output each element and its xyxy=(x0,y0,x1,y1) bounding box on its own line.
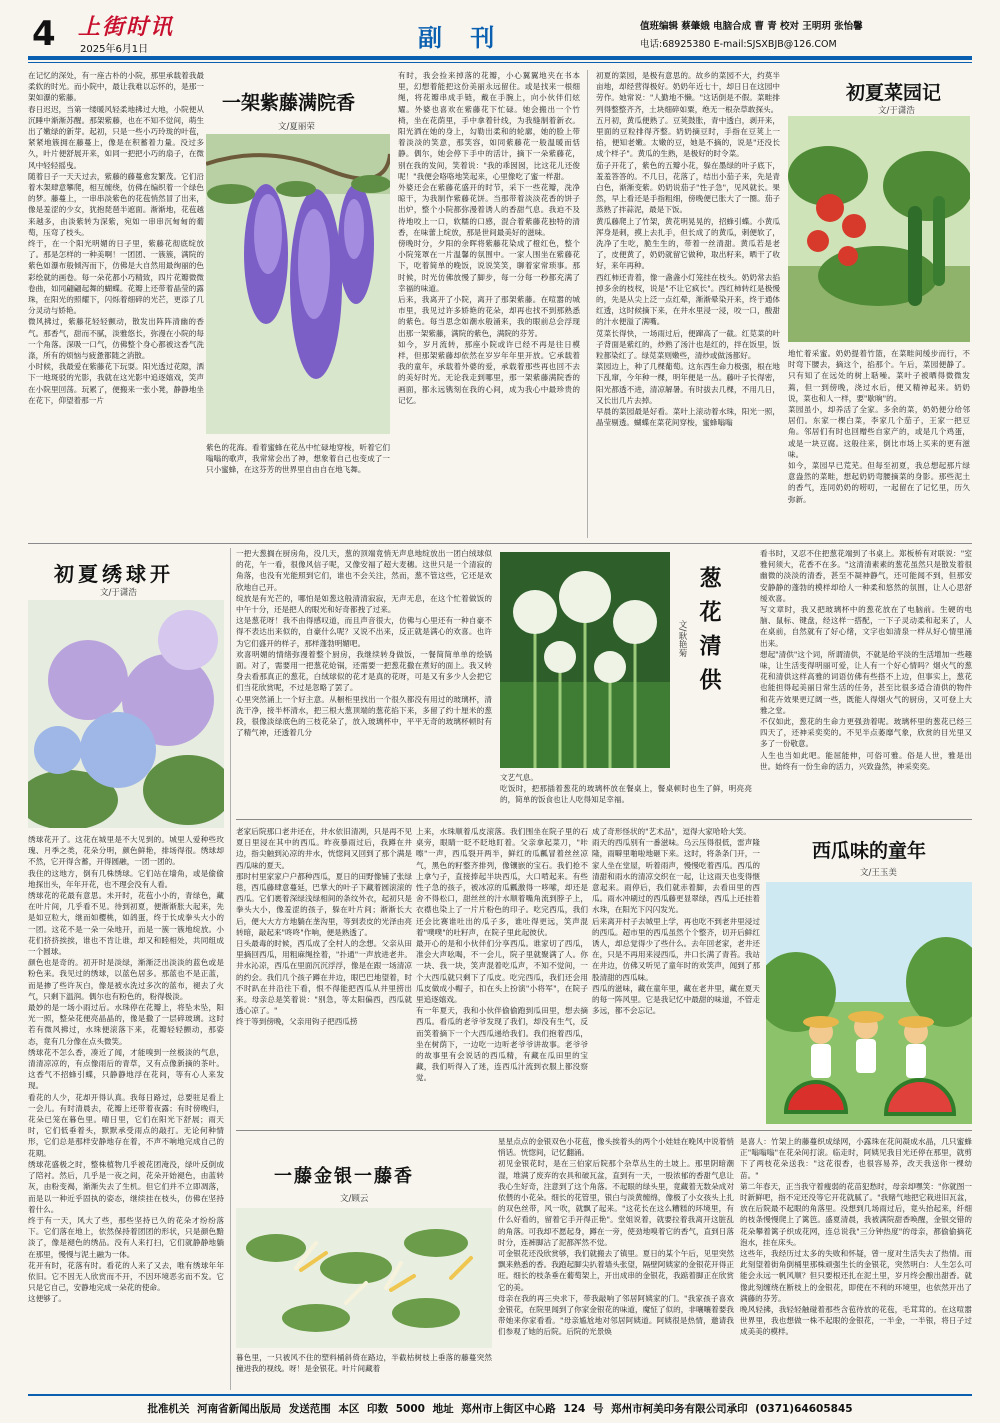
article-scallion-title: 葱花清供 xyxy=(696,566,722,702)
article-wisteria-col2: 有时，我会捡来掉落的花瓣，小心翼翼地夹在书本里，幻想着能把这份美丽永远留住。或是找来一根细绳，将花瓣串成手链，戴在手腕上，向小伙伴们炫耀。外婆也喜欢在紫藤花下忙碌。她会搬出一个竹椅，坐在花荫里，手中拿着针线，为我缝制着新衣。阳光洒在她的身上，勾勒出柔和的轮廓，她的脸上带着淡淡的笑意，那笑容，如同紫藤花一般温暖而恬静。偶尔，她会停下手中的活计，摘下一朵紫藤花，别在我的发间，笑着说："我的乖囡囡，比这花儿还俊呢！"我便会咯咯地笑起来，心里像吃了蜜一样甜。 外婆还会在紫藤花盛开的时节，采下一些花瓣，洗净晾干，为我制作紫藤花饼。当那带着淡淡花香的饼子出炉，整个小院都弥漫着诱人的香甜气息。我迫不及待地咬上一口，软糯的口感，混合着紫藤花独特的清香，在味蕾上绽放，那是世间最美好的滋味。 傍晚时分，夕阳的余晖将紫藤花染成了橙红色，整个小院笼罩在一片温馨的氛围中。一家人围坐在紫藤花下，吃着简单的晚饭，说说笑笑，聊着家常琐事。那时候，时光仿佛放慢了脚步，每一分每一秒都充满了幸福的味道。 后来，我离开了小院，离开了那架紫藤。在喧嚣的城市里，我见过许多娇艳的花朵，却再也找不到那熟悉的紫色。每当思念如潮水般涌来，我的眼前总会浮现出那一架紫藤，满院的紫色，满院的芬芳。 如今，岁月流转，那座小院或许已经不再是往日模样，但那架紫藤却依然在岁岁年年里开放。它承载着我的童年，承载着外婆的爱，承载着那些再也回不去的美好时光。无论我走到哪里，那一架紫藤满院香的画面，都永远镌刻在我的心间，成为我心中最珍贵的记忆。 xyxy=(398,71,580,405)
article-garden-byline: 文/于潇浩 xyxy=(878,106,915,116)
article-honeysuckle-col1: 星星点点的金银双色小花苞，像头挨着头的两个小娃娃在晚风中说着悄悄话。恍惚间，记忆翻涌。 初见金银花时，是在三伯家后院那个杂草丛生的土坡上。那里阴暗潮湿，堆满了废弃的农具和破瓦盆，直到有一天，一股浓郁的香甜气息让我心生好奇，注意到了这个角落。不起眼的绿头里，竟藏着无数朵成对依偎的小花朵。细长的花管里，银白与淡黄缠绵，像极了小女孩头上扎的双色丝带，风一吹，就飘了起来。"这花长在这么糟糕的环境里，有什么好看的，留着它手开得正艳"。堂姐说着，就要拉着我离开这脏乱的角落。可我却不愿起身，蹲在一旁，使劲地嗅着它的香气，直到日落时分，连裤脚沾了泥都浑然不觉。 可金银花还没欣赏够，我们就搬去了镇里。夏日的某个午后，见里突然飘来熟悉的香。我跑起脚尖扒着墙头张望，隔壁阿姨家的金银花开得正旺。细长的枝条垂在葡萄架上，开出成串的金银花，我踮着脚正在欣赏它的美。 母亲在我的再三央求下，带我敲响了邻居阿姨家的门。"我家孩子喜欢金银花，在院里闻到了你家金银花的味道，魔怔了似的，非嚷嚷着要我带她来你家看看。"母亲尴尬地对邻居阿姨道。阿姨很是热情，邀请我们参观了她的后院。后院的光景焕 xyxy=(498,1137,734,1337)
article-wisteria-title: 一架紫藤满院香 xyxy=(222,92,356,114)
article-watermelon-byline: 文/王玉美 xyxy=(860,868,897,878)
section-title: 副 刊 xyxy=(418,23,505,52)
column-divider xyxy=(587,70,588,538)
article-garden-title: 初夏菜园记 xyxy=(846,82,942,104)
article-hydrangea-body: 绣球花开了。这花在城里是不大见到的。城里人爱种些玫瑰、月季之类，花朵分明，颜色鲜艳，排场得很。绣球却不然，它开得含蓄，开得圆融，一团一团的。 我住的这地方，倒有几株绣球。它们站在墙角，或是偷偷地探出头，年年开花，也不理会没有人看。 绣球花的花最有意思。未开时，花苞小小的，青绿色，藏在叶片间，几乎看不见。待到初夏，便渐渐胀大起来，先是如豆粒大，继而如樱桃，如鸽蛋，终于长成拳头大小的一团。这花不是一朵一朵地开，而是一簇一簇地绽放。小花们挤挤挨挨，谁也不肯让谁，却又和睦相处，共同组成一个圆球。 颜色也是奇的。初开时是淡绿，渐渐泛出淡淡的蓝色或是粉色来。我见过的绣球，以蓝色居多。那蓝也不是正蓝，而是掺了些许灰白，像是被水洗过多次的蓝布，褪去了火气，只剩下温润。偶尔也有粉色的，粉得极淡。 最妙的是一场小雨过后。水珠停在花瓣上，将坠未坠，阳光一照，整朵花便亮晶晶的，像是撒了一层碎玻璃。这时若有微风拂过，水珠便滚落下来，花瓣轻轻颤动，那姿态，竟有几分像在点头微笑。 绣球花不怎么香，凑近了闻，才能嗅到一丝极淡的气息，清清凉凉的，有点像雨后的青草，又有点像新摘的茶叶。这香气不招蜂引蝶，只静静地浮在花间，等有心人来发现。 看花的人少，花却开得认真。我每日路过，总要驻足看上一会儿。有时清晨去，花瓣上还带着夜露；有时傍晚归，花朵已笼在暮色里。晴日里，它们在阳光下舒展；雨天时，它们低垂着头，默默承受雨点的敲打。无论何种情形，它们总是那样安静地存在着，不声不响地完成自己的花期。 绣球花盛极之时，整株植物几乎被花团淹没，绿叶反倒成了陪衬。然后，几乎是一夜之间，花朵开始褪色，由蓝转灰，由粉变褐，渐渐失去了生机。但它们并不立即凋落，而是以一种近乎固执的姿态，继续挂在枝头，仿佛在坚持着什么。 终于有一天，风大了些，那些坚持已久的花朵才纷纷落下。它们落在地上，依然保持着团团的形状，只是颜色黯淡了，像是褪色的绣品。没有人来打扫，它们就静静地躺在那里，慢慢与泥土融为一体。 花开有时，花落有时。看花的人来了又去，唯有绣球年年依旧。它不因无人欣赏而不开，不因环境恶劣而不发。它只是它自己，安静地完成一朵花的使命。 这便够了。 xyxy=(28,835,224,1304)
page-number: 4 xyxy=(32,14,56,54)
honeysuckle-photo xyxy=(236,1208,492,1348)
article-garden-col1: 初夏的菜园，是极有意思的。故乡的菜园不大，约莫半亩地，却经营得极好。奶奶年近七十，却日日在这园中劳作。她常说："人勤地不懒。"这话倒是不假。菜畦排列得整整齐齐，土块细碎如粟，绝无一根杂草敢探头。 五月初，黄瓜便熟了。豆荚鼓胀，青中透白，剥开来，里面的豆粒排得齐整。奶奶摘豆时，手指在豆荚上一掐，便知老嫩。太嫩的豆，她是不摘的，说是"还没长成个样子"。黄瓜的生熟，是极好的时令菜。 茄子开花了，紫色的五瓣小花，躲在墨绿的叶子底下，羞羞答答的。不几日，花落了，结出小茄子来，先是青白色，渐渐变紫。奶奶说茄子"性子急"，见风就长。果然，早上看还是手指粗细，傍晚便已胀大了一圈。茄子蒸熟了拌蒜泥，最是下饭。 黄瓜藤爬上了竹架，黄花明晃晃的，招蜂引蝶。小黄瓜浑身是刺，摸上去扎手，但长成了的黄瓜，刺便软了，洗净了生吃，脆生生的，带着一丝清甜。黄瓜若是老了，皮便黄了，奶奶就留它做种，取出籽来，晒干了收好，来年再种。 西红柿还青着，像一盏盏小灯笼挂在枝头。奶奶常去掐掉多余的枝杈，说是"不让它疯长"。西红柿转红是极慢的，先是从尖上泛一点红晕，渐渐晕染开来，终于通体红透，这时候摘下来，在井水里浸一浸，咬一口，酸甜的汁水便溢了满嘴。 苋菜长得快，一场雨过后，便蹿高了一截。红苋菜的叶子背面是紫红的，炒熟了汤汁也是红的，拌在饭里，饭粒都染红了。绿苋菜则嫩些，清炒或做汤都好。 菜园边上，种了几棵葡萄。这东西生命力极强，根在地下乱窜，今年种一棵，明年便是一丛。藤叶子长得密，阳光都透不进，清凉解暑。有时拔去几棵，不用几日，又长出几片去掉。 早晨的菜园最是好看。菜叶上滚动着水珠，阳光一照，晶莹剔透。蝴蝶在菜花间穿梭，蜜蜂嗡嗡 xyxy=(596,71,780,428)
article-garden-col2: 地忙着采蜜。奶奶提着竹篮，在菜畦间缓步而行，不时弯下腰去，摘这个，掐那个。午后，菜园便静了。只有知了在远处的树上聒噪。菜叶子被晒得微微发蔫，但一到傍晚，浇过水后，便又精神起来。奶奶说，菜也和人一样，要"歇晌"的。 菜园虽小，却养活了全家。多余的菜，奶奶便分给邻居们。东家一棵白菜，李家几个茄子，王家一把豆角。邻居们有时也回赠些自家产的，或是几个鸡蛋，或是一块豆腐。这般往来，倒比市场上买来的更有滋味。 如今，菜园早已荒芜。但每至初夏，我总想起那片绿意盎然的菜畦，想起奶奶弯腰摘菜的身影。那些泥土的香气，连同奶奶的唠叨，一起留在了记忆里，历久弥新。 xyxy=(788,349,970,504)
newspaper-logo: 上街时讯 xyxy=(78,14,175,40)
contact-info: 电话:68925380 E-mail:SJSXBJB@126.COM xyxy=(640,39,837,50)
article-scallion-col1: 一把大葱搁在厨房角，没几天，葱的顶端竟悄无声息地绽放出一团白绒球似的花，午一看，很像风信子呢，又像安福了超大麦穗。这世只是一个清寂的角落，也没有光能照到它们，谁也不会关注，然而，葱不管这些，它还是欢欣地自己开。 绽放是有光芒的，哪怕是如葱这般清清寂寂，无声无息，在这个忙着做饭的中午十分，还是把人的眼光和好奇都拽了过来。 这是葱花呀！我不由得感叹道，而且声音很大，仿佛与心里还有一种自豪不得不表达出来似的，自豪什么呢？又说不出来，反正就是满心的欢喜。也许为它们盛开的样子，那样蓬勃明媚吧。 欢喜明媚的情绪弥漫着整个厨房，我继续转身做饭，一餐简简单单的烩锅面。对了，需要用一把葱花炝锅，还需要一把葱花撒在煮好的面上。我又转身去看那真正的葱花，白绒球似的花才是真的花呀，可是又有多少人会把它们当花欣赏呢，不过是忽略了罢了。 心里突然涌上一个好主意。从橱柜里找出一个很久都没有用过的玻璃杯，清洗干净，接半杯清水，把三根大葱顶端的葱花掐下来，多留了约十厘米的葱段，很像淡绿底色的三枝花朵了，放入玻璃杯中，平平无奇的玻璃杯顿时有了精气神，还透着几分 xyxy=(236,549,492,738)
scallion-photo xyxy=(500,552,670,768)
article-wisteria-col1: 在记忆的深处，有一座古朴的小院，那里承载着我最柔软的时光。而小院中，最让我难以忘怀的，是那一架如瀑的紫藤。 春日迟迟，当第一缕暖风轻柔地拂过大地，小院便从沉睡中渐渐苏醒。那架紫藤，也在不知不觉间，萌生出了嫩绿的新芽。起初，只是一些小巧玲珑的叶苞，紧紧地簇拥在藤蔓上，像是在积蓄着力量。没过多久，叶片便舒展开来，如同一把把小巧的扇子，在微风中轻轻摇曳。 随着日子一天天过去，紫藤的藤蔓愈发繁茂。它们沿着木架肆意攀爬，相互缠绕，仿佛在编织着一个绿色的梦。藤蔓上，一串串淡紫色的花苞悄然冒了出来，像是羞涩的少女，犹抱琵琶半遮面。渐渐地，花苞越来越多，由淡紫转为深紫，宛如一串串沉甸甸的葡萄，压弯了枝头。 终于，在一个阳光明媚的日子里，紫藤花彻底绽放了。那是怎样的一种美啊！一团团、一簇簇，满院的紫色如瀑布般倾泻而下，仿佛是大自然用最绚丽的色彩绘就的画卷。每一朵花都小巧精致，四片花瓣微微卷曲，如同翩翩起舞的蝴蝶。花瓣上还带着晶莹的露珠，在阳光的照耀下，闪烁着细碎的光芒，更添了几分灵动与娇艳。 微风拂过，紫藤花轻轻颤动，散发出阵阵清幽的香气。那香气，甜而不腻，淡雅悠长，弥漫在小院的每一个角落。深吸一口气，仿佛整个身心都被这香气洗涤，所有的烦恼与疲惫都随之消散。 小时候，我最爱在紫藤花下玩耍。阳光透过花隙，洒下一地斑驳的光影，我就在这光影中追逐嬉戏，笑声在小院里回荡。玩累了，便搬来一张小凳，静静地坐在花下，仰望着那一片 xyxy=(28,71,204,405)
article-scallion-col3: 看书时，又忍不住把葱花端到了书桌上。郑板桥有对联说："室雅何须大，花香不在多。"这清清素素的葱花虽然只是散发着很幽微的淡淡的清香，甚至不凝神静气，还可能闻不到，但那安安静静的蓬勃的模样却给人一种柔和悠然的氛围，让人心思舒缓欢喜。 写文章时，我又把玻璃杯中的葱花放在了电脑前。生硬的电脑、鼠标、键盘，经这样一搭配，一下子灵动柔和起来了，人在桌前，自然就有了好心绪，文字也如清泉一样从好心情里涌出来。 想起"清供"这个词，所谓清供，不就是给平淡的生活增加一些趣味，让生活变得明丽可爱，让人有一个好心情吗？烟火气的葱花和清供这样高雅的词语仿佛有些搭不上边，但事实上，葱花也能担得起美丽日常生活的任务，甚至比很多适合清供的物件和花卉效果更辽阔一些，既能人得烟火气的厨房，又可登上大雅之堂。 不仅如此，葱花的生命力更强劲着呢。玻璃杯里的葱花已经三四天了，还神采奕奕的。不见半点萎靡气象，欣赏的目光里又多了一份敬意。 人生也当如此吧。能屈能伸，可俗可雅。俗是人世，雅是出世。始终有一份生命的活力，兴致盎然，神采奕奕。 xyxy=(760,549,972,771)
header-rule-thin xyxy=(28,62,972,63)
article-hydrangea-byline: 文/于潇浩 xyxy=(100,588,137,598)
row-divider xyxy=(236,819,972,820)
row-divider xyxy=(28,543,972,544)
article-wisteria-byline: 文/夏丽荣 xyxy=(278,122,315,132)
wisteria-photo xyxy=(206,134,390,434)
article-honeysuckle-caption: 暮色里，一只被风不住的塑料桶斜倚在路边，半截枯树枝上垂落的藤蔓突然撞进我的视线。呀！是金银花。叶片间藏着 xyxy=(236,1353,492,1374)
hydrangea-photo xyxy=(28,600,224,828)
article-honeysuckle-title: 一藤金银一藤香 xyxy=(274,1166,414,1187)
editorial-staff: 值班编辑 蔡肇娥 电脑合成 曹 青 校对 王明玥 张怡馨 xyxy=(640,21,863,32)
article-wisteria-col1b: 紫色的花海。看着蜜蜂在花丛中忙碌地穿梭，听着它们嗡嗡的歌声，我常常会出了神，想象着自己也变成了一只小蜜蜂，在这芬芳的世界里自由自在地飞舞。 xyxy=(206,443,390,475)
article-watermelon-col1: 老家后院那口老井还在，井水依旧清冽，只是再不见夏日里浸在其中的西瓜。昨夜暴雨过后，我蹲在井边，指尖触到沁凉的井水，恍惚间又回到了那个满是西瓜味的夏天。 那时村里家家户户都种西瓜，夏日的田野像铺了张绿毯，西瓜藤肆意蔓延，巴掌大的叶子下藏着圆滚滚的西瓜。它们裹着深绿浅绿相间的条纹外衣，起初只是拳头大小，像羞涩的孩子，躲在叶片间；渐渐长大后，便大大方方地躺在垄沟里，等到表皮的光泽由亮转暗，敲起来"咚咚"作响，便是熟透了。 日头最毒的时候，西瓜成了全村人的念想。父亲从田里摘回西瓜，用粗麻绳拴着，"扑通"一声放进老井。井水沁凉，西瓜在里面沉沉浮浮，像是在跟一场清凉的约会。我们几个孩子蹲在井边，眼巴巴地望着，时不时趴在井沿往下看，恨不得能把西瓜从井里捞出来。母亲总是笑着说："别急，等太阳偏西，西瓜就透心凉了。" 终于等到傍晚，父亲用钩子把西瓜捞 xyxy=(236,827,412,1027)
article-hydrangea-title: 初夏绣球开 xyxy=(54,562,174,586)
article-watermelon-col3: 成了奇形怪状的"艺术品"，逗得大家哈哈大笑。 雨天的西瓜别有一番滋味。乌云压得很低，雷声隆隆，雨噼里啪啦地砸下来。这时，将条条门开，一家人坐在堂屋，听着雨声，慢慢吃着西瓜。西瓜的清甜和雨水的清凉交织在一起，让这雨天也变得惬意起来。雨停后，我们就赤着脚，去看田里的西瓜。雨水冲刷过的西瓜藤更显翠绿，西瓜上还挂着水珠，在阳光下闪闪发光。 后来离开村子去城里上学，再也吃不到老井里浸过的西瓜。超市里的西瓜虽然个个整齐，切开后鲜红诱人，却总觉得少了些什么。去年回老家，老井还在，只是不再用来浸西瓜，井口长满了青苔。我站在井边，仿佛又听见了童年时的欢笑声，闻到了那股清甜的西瓜味。 西瓜的滋味，藏在童年里，藏在老井里，藏在夏天的每一阵风里。它是我记忆中最甜的味道，不管走多远，都不会忘记。 xyxy=(592,827,760,1016)
watermelon-photo xyxy=(766,882,972,1124)
article-honeysuckle-col2: 是喜人：竹架上的藤蔓织成绿网，小露珠在花间凝成水晶，几只蜜蜂正"嗡嗡嗡"在花朵间打滚。临走时，阿姨见我目光还停在那里，就剪下了两枝花朵送我："这花很香，也很容易养，改天我送你一棵幼苗。" 第二年春天，正当我守着瘦弱的花苗犯愁时，母亲却嘿笑："你就图一时新鲜吧，指不定还没等它开花就腻了。"我赌气地把它栽进旧瓦盆，放在后院最不起眼的角落里。没想到几场雨过后，竟头抬起来，纤细的枝条慢慢爬上了篱笆。盛夏清晨，我被满院甜香唤醒，金银交错的花朵攀着篱子织成花网，连总说我"三分钟热度"的母亲，都偷偷摘花泡水，挂在床头。 这些年，我经历过太多的失败和怀疑，曾一度对生活失去了热情。而此刻望着街角倒桶里那株顽强生长的金银花，突然明白：人生怎么可能会永远一帆风顺？但只要根还扎在泥土里，岁月终会酿出甜香。就像此刻缠绕在断枝上的金银花，即使在不利的环境里，也依然开出了满藤的芬芳。 晚风轻拂，我轻轻触碰着那些含苞待放的花苞，毛茸茸的。在这喧嚣世界里，我也想做一株不起眼的金银花，一半金，一半银，将日子过成美美的模样。 xyxy=(740,1137,972,1337)
header-rule xyxy=(28,56,972,60)
issue-date: 2025年6月1日 xyxy=(80,44,149,55)
article-watermelon-title: 西瓜味的童年 xyxy=(812,840,927,862)
garden-photo xyxy=(788,116,970,342)
row-divider xyxy=(236,1130,972,1131)
article-scallion-col2: 文艺气息。 吃饭时，把那插着葱花的玻璃杯放在餐桌上，餐桌顿时也生了鲜，明亮亮的，简单的饭食也让人吃得知足幸福。 xyxy=(500,773,752,805)
article-honeysuckle-byline: 文/顾云 xyxy=(340,1194,369,1204)
column-divider xyxy=(230,548,231,1390)
article-scallion-byline: 文/耿艳菊 xyxy=(677,620,687,657)
footer-imprint: 批准机关 河南省新闻出版局 发送范围 本区 印数 5000 地址 郑州市上街区中心路 124 号 郑州市柯美印务有限公司承印 (0371)64605845 xyxy=(28,1394,972,1416)
article-watermelon-col2: 上来，水珠顺着瓜皮滚落。我们围坐在院子里的石桌旁，眼睛一眨不眨地盯着。父亲拿起菜刀，"咔嚓"一声，西瓜裂开两半，鲜红的瓜瓤冒着丝丝凉气，黑色的籽整齐排列，像镶嵌的宝石。我们抢不上拿勺子，直接捧起半块西瓜，大口啃起来。有些性子急的孩子，被冰凉的瓜瓤激得一哆嗦，却还是舍不得松口，甜丝丝的汁水顺着嘴角流到脖子上，衣襟也染上了一片片粉色的印子。吃完西瓜，我们还会比赛谁吐出的瓜子多，谁吐得更远，笑声混着"噗噗"的吐籽声，在院子里此起彼伏。 最开心的是和小伙伴们分享西瓜。谁家切了西瓜，准会大声吆喝，不一会儿，院子里就聚满了人。你一块、我一块，笑声混着吃瓜声，不知不觉间，一个大西瓜就只剩下了瓜皮。吃完西瓜，我们还会用瓜皮做成小帽子，扣在头上扮演"小将军"，在院子里追逐嬉戏。 有一年夏天，我和小伙伴偷偷跑到瓜田里，想去摘西瓜。看瓜的老爷爷发现了我们，却没有生气，反而笑着摘下一个大西瓜递给我们。我们抱着西瓜，坐在树荫下，一边吃一边听老爷爷讲故事。老爷爷的故事里有会说话的西瓜精，有藏在瓜田里的宝藏，我们听得入了迷，连西瓜汁流到衣服上都没察觉。 xyxy=(416,827,588,1083)
